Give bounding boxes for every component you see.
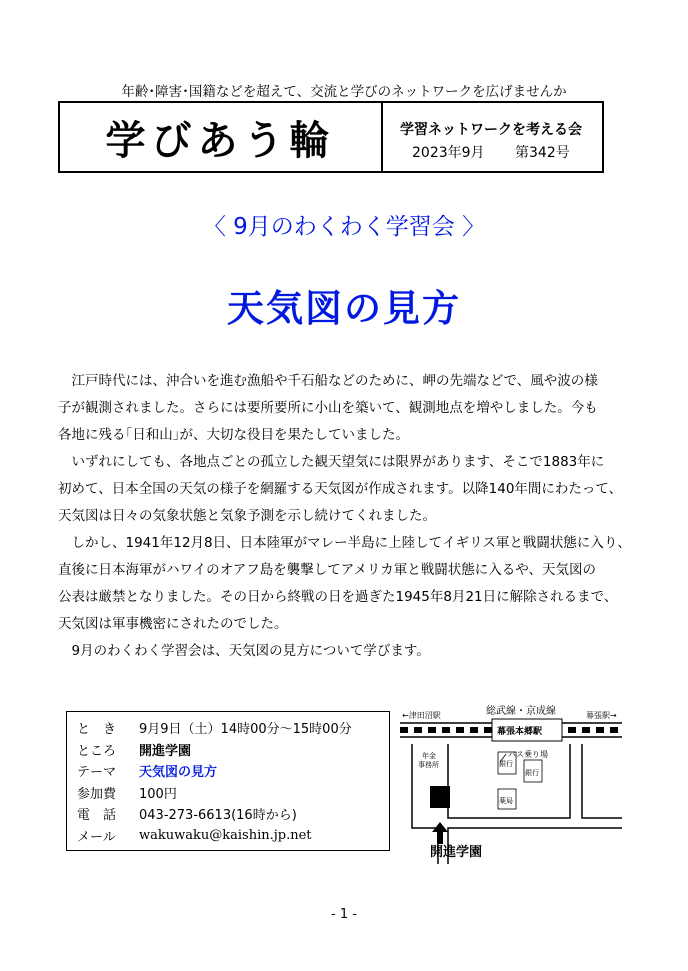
map-label-makuhari: 幕張駅→ [586, 711, 617, 720]
masthead [58, 101, 604, 173]
info-label: ところ [77, 743, 117, 759]
info-value: 開進学園 [139, 743, 192, 759]
info-label: 電 話 [77, 808, 117, 824]
paragraph: しかし、1941年12月8日、日本陸軍がマレー半島に上陸してイギリス軍と戦闘状態に入り、 直後に日本海軍がハワイのオアフ島を襲撃してアメリカ軍と戦闘状態に入るや、天気図の 公表は厳禁となりました。その日から終戦の日を過ぎた1945年8月21日に解除されるまで、 天気図は軍事機密にされたのでした。 [58, 535, 631, 632]
info-value: 043-273-6613(16時から) [139, 808, 297, 824]
access-map [400, 694, 622, 864]
info-value: 9月9日（土）14時00分～15時00分 [139, 722, 352, 738]
info-row-phone [77, 803, 389, 825]
info-label: テーマ [77, 765, 117, 781]
info-row-fee [77, 782, 389, 804]
event-info-box [66, 711, 390, 851]
info-row-theme [77, 760, 389, 782]
map-label-bus-stop: バス乗り場 [508, 750, 548, 759]
map-label-tsudanuma: ←津田沼駅 [402, 711, 441, 720]
issue-info [412, 142, 596, 162]
map-label-bank-1: 銀行 [499, 760, 513, 768]
info-value: 天気図の見方 [139, 765, 218, 781]
page-number: - 1 - [331, 907, 357, 922]
paragraph: 江戸時代には、沖合いを進む漁船や千石船などのために、岬の先端などで、風や波の様 子が観測されました。さらには要所要所に小山を築いて、観測地点を増やしました。今も 各地に残る｢日和山｣が、大切な役目を果たしていました。 [58, 373, 598, 443]
arrow-up-icon [432, 822, 448, 844]
map-label-pension-2: 事務所 [418, 761, 439, 769]
info-value: 100円 [139, 786, 177, 802]
info-row-place [77, 739, 389, 761]
logo-box [60, 103, 383, 171]
map-label-bank-2: 銀行 [525, 769, 539, 777]
map-label-pension-1: 年金 [422, 752, 436, 760]
newsletter-logo: 学びあう輪 [105, 116, 336, 164]
info-label: と き [77, 722, 117, 738]
info-value: wakuwaku@kaishin.jp.net [139, 827, 312, 843]
paragraph: 9月のわくわく学習会は、天気図の見方について学びます。 [71, 643, 430, 659]
issue-number: 第342号 [515, 145, 570, 161]
info-label: 参加費 [77, 786, 117, 802]
info-row-time [77, 717, 389, 739]
issue-date: 2023年9月 [412, 145, 485, 161]
school-building [430, 786, 450, 808]
main-title: 天気図の見方 [227, 287, 461, 330]
article-body [58, 368, 632, 665]
organization-name: 学習ネットワークを考える会 [400, 122, 582, 138]
info-label: メール [77, 829, 116, 845]
map-label-pharmacy: 薬局 [499, 797, 513, 805]
map-label-line: 総武線・京成線 [486, 706, 556, 717]
map-label-school: 開進学園 [430, 845, 483, 860]
event-title: 〈 9月のわくわく学習会 〉 [202, 214, 486, 240]
paragraph: いずれにしても、各地点ごとの孤立した観天望気には限界があります、そこで1883年に 初めて、日本全国の天気の様子を網羅する天気図が作成されます。以降140年間にわたって、 天気図は日々の気象状態と気象予測を示し続けてくれました。 [58, 454, 623, 524]
tagline: 年齢･障害･国籍などを超えて、交流と学びのネットワークを広げませんか [121, 84, 567, 100]
info-row-email [77, 825, 389, 847]
map-label-station: 幕張本郷駅 [497, 727, 543, 737]
